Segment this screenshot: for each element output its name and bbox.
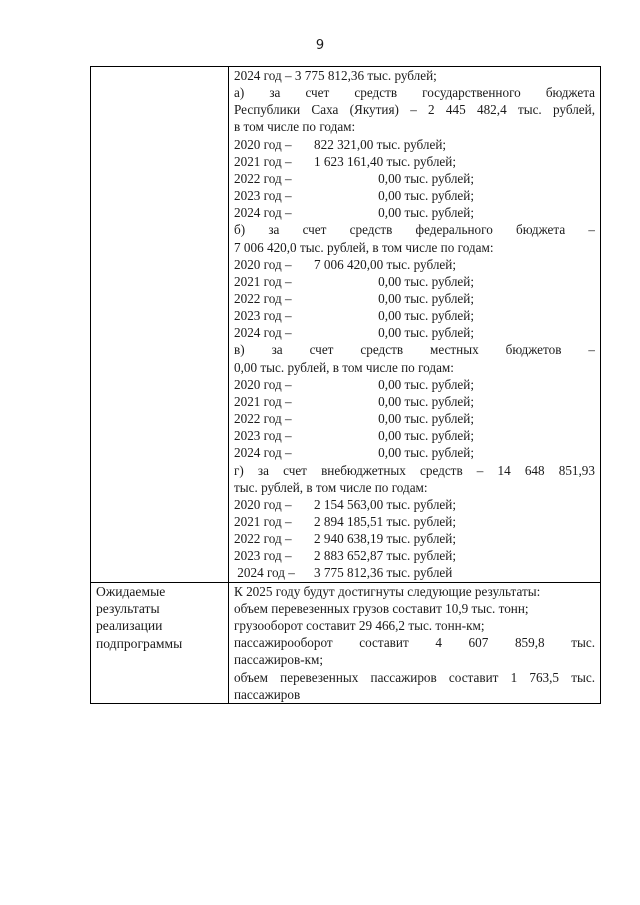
- section-a-header-line: Республики Саха (Якутия) – 2 445 482,4 тыс. рублей,: [234, 102, 595, 118]
- year-row: 2021 год – 2 894 185,51 тыс. рублей;: [234, 513, 456, 529]
- results-label-line: Ожидаемые: [96, 583, 166, 599]
- funding-row: [91, 67, 601, 583]
- section-c-header-line: 0,00 тыс. рублей, в том числе по годам:: [234, 359, 454, 375]
- year-row: 2024 год – 3 775 812,36 тыс. рублей: [234, 565, 453, 581]
- section-d-header-line: г) за счет внебюджетных средств – 14 648 851,93: [234, 462, 595, 478]
- funding-first-line: 2024 год – 3 775 812,36 тыс. рублей;: [234, 68, 437, 83]
- results-label-line: подпрограммы: [96, 635, 183, 651]
- year-row: 2022 год – 0,00 тыс. рублей;: [234, 170, 474, 186]
- section-b-header-line: 7 006 420,0 тыс. рублей, в том числе по годам:: [234, 239, 494, 255]
- year-row: 2022 год – 2 940 638,19 тыс. рублей;: [234, 531, 456, 547]
- results-content-cell: [229, 582, 601, 704]
- section-a-header-line: в том числе по годам:: [234, 119, 356, 135]
- year-row: 2020 год – 7 006 420,00 тыс. рублей;: [234, 256, 456, 272]
- results-line: пассажирооборот составит 4 607 859,8 тыс.: [234, 635, 595, 651]
- results-line: пассажиров: [234, 687, 301, 703]
- results-label-line: реализации: [96, 618, 163, 634]
- funding-content-cell: [229, 67, 601, 583]
- results-label-cell: [91, 582, 229, 704]
- page-number: 9: [315, 38, 325, 53]
- year-row: 2023 год – 0,00 тыс. рублей;: [234, 188, 474, 204]
- subprogram-passport-table: [90, 66, 601, 704]
- results-line: объем перевезенных пассажиров составит 1 763,5 тыс.: [234, 669, 595, 685]
- year-row: 2023 год – 0,00 тыс. рублей;: [234, 308, 474, 324]
- year-row: 2020 год – 0,00 тыс. рублей;: [234, 376, 474, 392]
- funding-label-cell: [91, 67, 229, 583]
- year-row: 2020 год – 2 154 563,00 тыс. рублей;: [234, 496, 456, 512]
- results-row: [91, 582, 601, 704]
- year-row: 2024 год – 0,00 тыс. рублей;: [234, 325, 474, 341]
- section-d-header-line: тыс. рублей, в том числе по годам:: [234, 479, 428, 495]
- year-row: 2021 год – 1 623 161,40 тыс. рублей;: [234, 153, 456, 169]
- section-b-header-line: б) за счет средств федерального бюджета –: [234, 222, 595, 238]
- results-label-line: результаты: [96, 601, 160, 617]
- section-c-header-line: в) за счет средств местных бюджетов –: [234, 342, 595, 358]
- year-row: 2021 год – 0,00 тыс. рублей;: [234, 393, 474, 409]
- year-row: 2022 год – 0,00 тыс. рублей;: [234, 411, 474, 427]
- section-a-header-line: а) за счет средств государственного бюджета: [234, 85, 595, 101]
- year-row: 2024 год – 0,00 тыс. рублей;: [234, 205, 474, 221]
- year-row: 2020 год – 822 321,00 тыс. рублей;: [234, 136, 447, 152]
- year-row: 2023 год – 2 883 652,87 тыс. рублей;: [234, 548, 456, 564]
- year-row: 2024 год – 0,00 тыс. рублей;: [234, 445, 474, 461]
- year-row: 2023 год – 0,00 тыс. рублей;: [234, 428, 474, 444]
- results-line: грузооборот составит 29 466,2 тыс. тонн-км;: [234, 617, 485, 633]
- year-row: 2021 год – 0,00 тыс. рублей;: [234, 273, 474, 289]
- results-line: пассажиров-км;: [234, 652, 324, 668]
- year-row: 2022 год – 0,00 тыс. рублей;: [234, 290, 474, 306]
- results-line: К 2025 году будут достигнуты следующие результаты:: [234, 583, 541, 599]
- results-line: объем перевезенных грузов составит 10,9 тыс. тонн;: [234, 600, 529, 616]
